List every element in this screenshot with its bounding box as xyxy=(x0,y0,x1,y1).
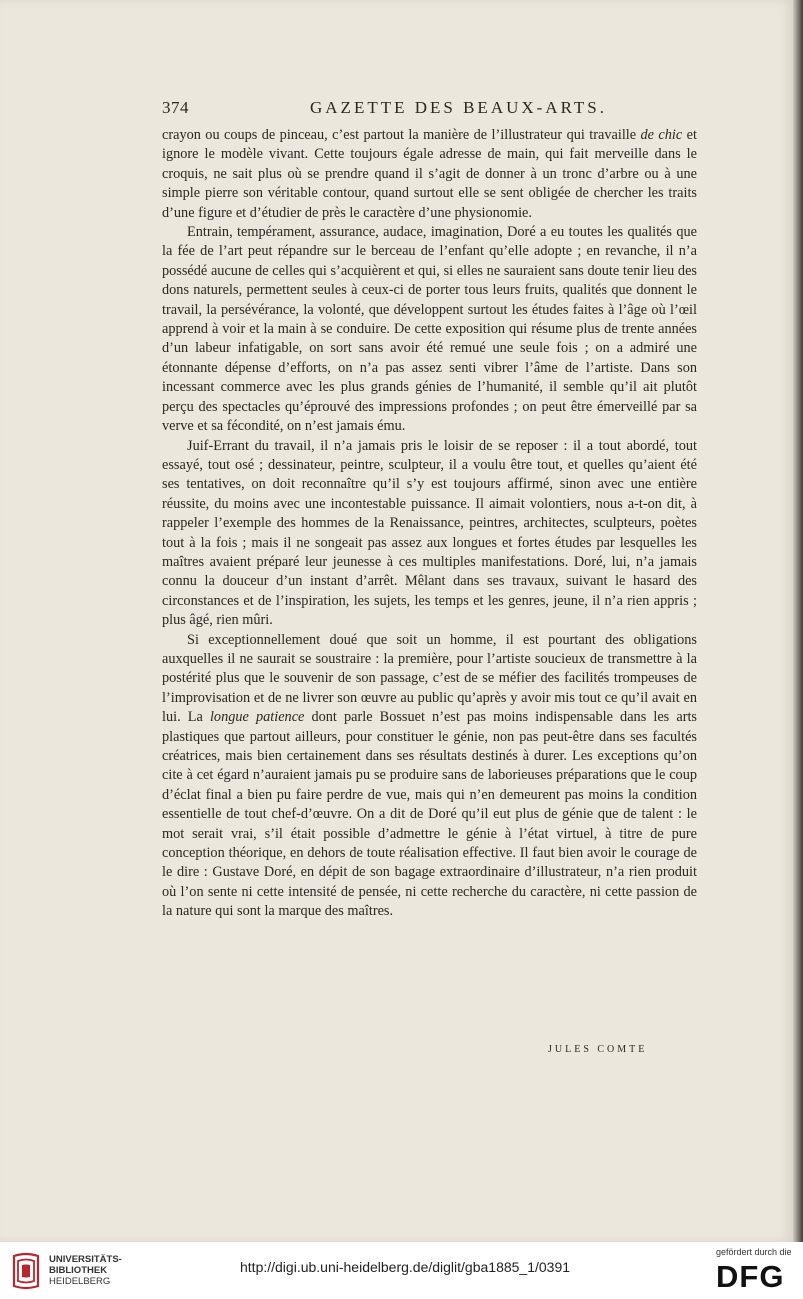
italic-text: de chic xyxy=(640,127,683,143)
dfg-logo-icon xyxy=(716,1260,794,1290)
page-number: 374 xyxy=(162,98,189,117)
article-body xyxy=(162,126,697,922)
library-name-line1: UNIVERSITÄTS- xyxy=(49,1254,122,1265)
text-run: et ignore le modèle vivant. Cette toujours égale adresse de main, qui fait merveille dans le croquis, ne sait plus où se prendre quand il s’agit de donner à un tronc d’arbre ou à une simple pierre son véritable contour, quand surtout elle se sent obligée de chercher les traits d’une figure et d’étudier de près le caractère d’une physionomie. xyxy=(162,127,697,221)
svg-text:DFG: DFG xyxy=(716,1260,785,1290)
university-library-logo-icon xyxy=(8,1252,44,1290)
permalink-url[interactable]: http://digi.ub.uni-heidelberg.de/diglit/gba1885_1/0391 xyxy=(240,1259,571,1275)
text-run: Si exceptionnellement doué que soit un homme, il est pourtant des obligations auxquelles il ne saurait se soustraire : la première, pour l’artiste soucieux de transmettre à la postérité plus que le souvenir de son passage, c’est de se méfier des facilités trompeuses de l’improvisation et de ne livrer son œuvre au public qu’après y avoir mis tout ce qu’il avait en lui. La xyxy=(162,631,697,726)
library-name-line2: BIBLIOTHEK xyxy=(49,1265,108,1276)
text-run: Juif-Errant du travail, il n’a jamais pris le loisir de se reposer : il a tout abordé, tout essayé, tout osé ; dessinateur, peintre, sculpteur, il a voulu être tout, et quelles qu’aient été ses tentatives, on doit reconnaître qu’il s’y est toujours affirmé, sinon avec une entière réussite, du moins avec une incontestable puissance. Il aimait volontiers, nous a-t-on dit, à rappeler l’exemple des hommes de la Renaissance, peintres, architectes, sculpteurs, poètes tout à la fois ; mais il ne songeait pas assez aux longues et fortes études par lesquelles les maîtres avaient préparé leur jeunesse à ces multiples manifestations. Doré, lui, n’a jamais connu la douceur d’un instant d’arrêt. Mêlant dans ses travaux, suivant le hasard des circonstances et de l’inspiration, les sujets, les temps et les genres, jeune, il n’a rien appris ; plus âgé, rien mûri. xyxy=(162,437,697,629)
paragraph-3 xyxy=(162,437,697,631)
author-signature: JULES COMTE xyxy=(548,1044,648,1055)
page-edge-shadow xyxy=(793,0,803,1242)
paragraph-4 xyxy=(162,631,697,922)
library-name xyxy=(49,1254,122,1287)
page-header xyxy=(162,98,697,120)
text-run: Entrain, tempérament, assurance, audace, imagination, Doré a eu toutes les qualités que la fée de l’art peut répandre sur le berceau de l’enfant qu’elle adopte ; en revanche, il n’a possédé aucune de celles qui s’acquièrent et qui, si elles ne sauraient sans doute tenir lieu des dons naturels, permettent seules à ceux-ci de porter tous leurs fruits, qualités que donnent le travail, la persévérance, la volonté, que développent surtout les études faites à l’âge où l’œil apprend à voir et la main à se conduire. De cette exposition qui résume plus de trente années d’un labeur infatigable, on sort sans avoir été remué une seule fois ; on a admiré une étonnante dépense d’efforts, on n’a pas assez senti vibrer l’âme de l’artiste. Dans son incessant commerce avec les plus grands génies de l’humanité, il semble qu’il ait plutôt perçu des spectacles qu’éprouvé des impressions profondes ; on peut être émerveillé par sa verve et sa fécondité, on n’est jamais ému. xyxy=(162,224,697,435)
paragraph-2 xyxy=(162,223,697,436)
text-run: dont parle Bossuet n’est pas moins indispensable dans les arts plastiques que partout ailleurs, pour constituer le génie, non pas peut-être dans ses facultés créatrices, mais bien certainement dans ses résultats destinés à durer. Les exceptions qu’on cite à cet égard n’auraient jamais pu se produire sans de laborieuses préparations que le coup d’éclat final a bien pu faire perdre de vue, mais qui n’en demeurent pas moins la condition essentielle de tout chef-d’œuvre. On a dit de Doré qu’il eut plus de génie que de talent : le mot serait vrai, s’il était possible d’admettre le génie à l’état virtuel, à titre de pure conception théorique, en dehors de toute réalisation effective. Il faut bien avoir le courage de le dire : Gustave Doré, en dépit de son bagage extraordinaire d’illustrateur, n’a rien produit où l’on sente ni cette intensité de pensée, ni cette recherche du caractère, ni cette passion de la nature qui sont la marque des maîtres. xyxy=(162,709,697,920)
dfg-funding-label: gefördert durch die xyxy=(716,1247,792,1257)
paragraph-1 xyxy=(162,126,697,223)
text-run: crayon ou coups de pinceau, c’est partout la manière de l’illustrateur qui travaille xyxy=(162,127,641,143)
italic-text: longue patience xyxy=(209,709,305,726)
running-title: GAZETTE DES BEAUX-ARTS. xyxy=(310,98,607,117)
library-name-line3: HEIDELBERG xyxy=(49,1276,111,1287)
viewer-footer xyxy=(0,1242,803,1299)
